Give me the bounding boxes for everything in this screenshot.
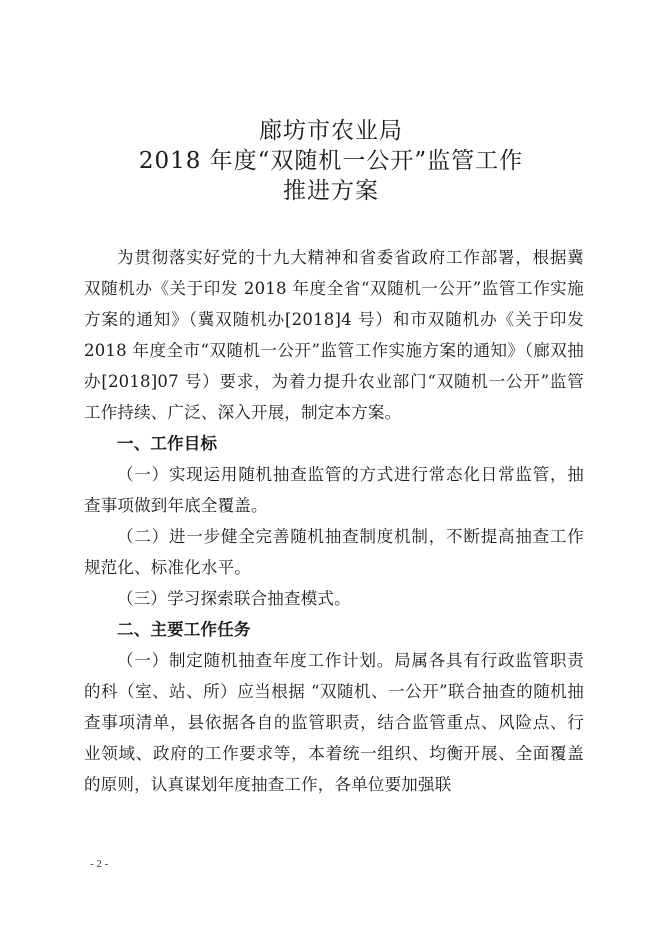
task-item-1: （一）制定随机抽查年度工作计划。局属各具有行政监管职责的科（室、站、所）应当根据 “双随机、一公开”联合抽查的随机抽查事项清单，县依据各自的监管职责，结合监管重点、风险点、行业领域、政府的工作要求等，本着统一组织、均衡开展、全面覆盖的原则，认真谋划年度抽查工作，各单位要加强联 <box>84 651 584 794</box>
title-line-subject: 2018 年度“双随机一公开”监管工作 <box>138 148 524 174</box>
goal-item-2: （二）进一步健全完善随机抽查制度机制，不断提高抽查工作规范化、标准化水平。 <box>84 527 584 577</box>
goal-item-1: （一）实现运用随机抽查监管的方式进行常态化日常监管，抽查事项做到年底全覆盖。 <box>84 465 584 515</box>
title-line-agency: 廊坊市农业局 <box>259 118 403 144</box>
page-number: - 2 - <box>90 858 109 870</box>
goal-item-3: （三）学习探索联合抽查模式。 <box>117 589 351 608</box>
intro-paragraph: 为贯彻落实好党的十九大精神和省委省政府工作部署，根据冀双随机办《关于印发 2018 年度全省“双随机一公开”监管工作实施方案的通知》（冀双随机办[2018]4 号）和市双随机办《关于印发 2018 年度全市“双随机一公开”监管工作实施方案的通知》（廊双抽办[2018]07 号）要求，为着力提升农业部门“双随机一公开”监管工作持续、广泛、深入开展，制定本方案。 <box>84 248 584 422</box>
title-line-plan: 推进方案 <box>283 178 379 204</box>
document-title <box>0 116 662 206</box>
document-body <box>84 242 584 800</box>
section-heading-tasks: 二、主要工作任务 <box>117 620 251 639</box>
section-heading-goals: 一、工作目标 <box>117 434 218 453</box>
